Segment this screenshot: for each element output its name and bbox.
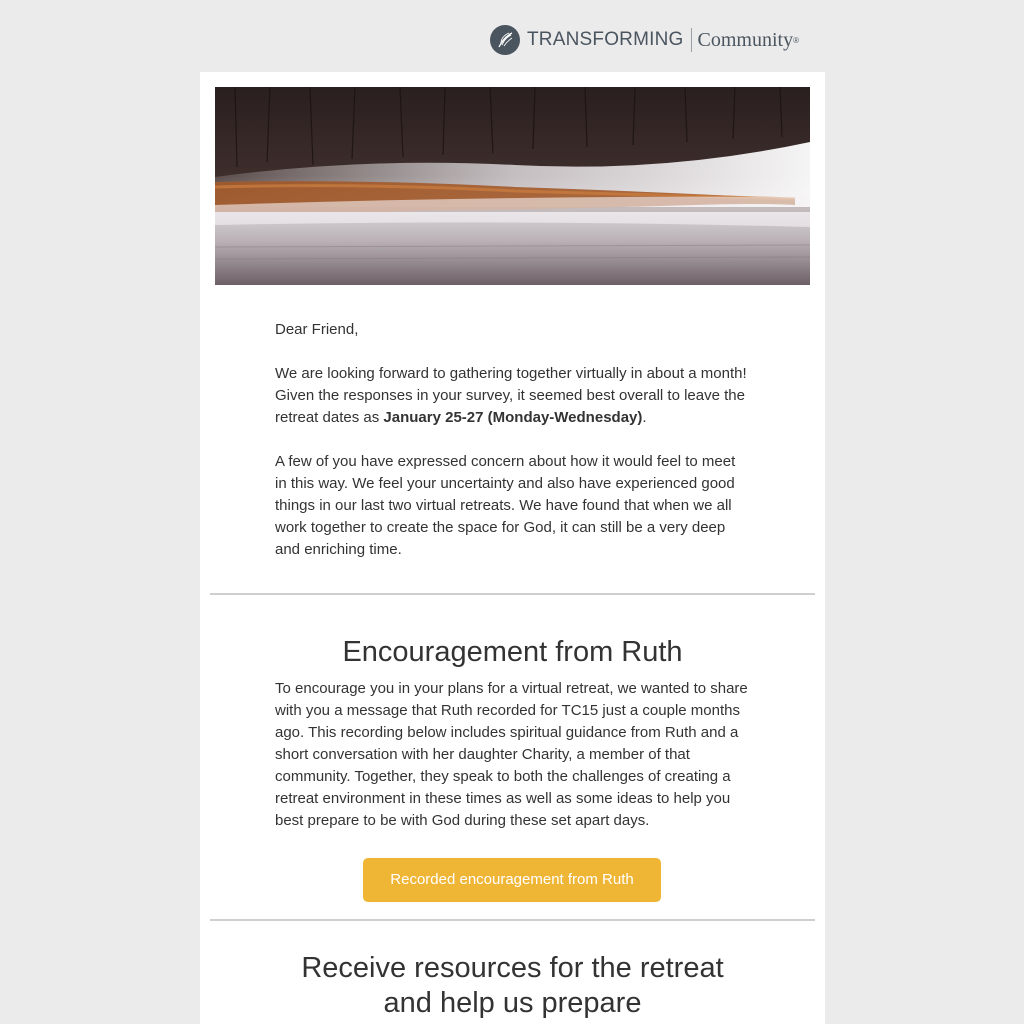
concern-paragraph xyxy=(275,451,750,561)
encouragement-paragraph xyxy=(275,678,750,832)
hero-image xyxy=(215,87,810,285)
encouragement-title: Encouragement from Ruth xyxy=(342,636,683,668)
logo-word-community: Community xyxy=(697,28,794,51)
misty-lake-photo xyxy=(215,87,810,285)
email-header xyxy=(0,0,1024,72)
intro-paragraph xyxy=(275,363,750,429)
encouragement-paragraph-text: To encourage you in your plans for a virtual retreat, we wanted to share with you a message that Ruth recorded for TC15 just a couple months ago. This recording below includes spiritual guidance from Ruth and a short conversation with her daughter Charity, a member of that community. Together, they speak to both the challenges of creating a retreat environment in these times as well as some ideas to help you best prepare to be with God during these set apart days. xyxy=(275,680,748,829)
transforming-community-logo[interactable] xyxy=(490,24,799,56)
feather-leaf-icon xyxy=(490,25,520,55)
greeting-text: Dear Friend, xyxy=(275,321,359,338)
greeting xyxy=(275,319,750,341)
section-divider xyxy=(210,593,815,595)
resources-title-line1: Receive resources for the retreat xyxy=(301,952,724,984)
recorded-encouragement-button[interactable]: Recorded encouragement from Ruth xyxy=(363,858,661,902)
intro-text-end: . xyxy=(642,409,647,426)
email-card xyxy=(200,72,825,1024)
retreat-dates: January 25-27 (Monday-Wednesday) xyxy=(383,409,643,426)
concern-paragraph-text: A few of you have expressed concern about how it would feel to meet in this way. We feel your uncertainty and also have experienced good things in our last two virtual retreats. We have found that when we all work together to create the space for God, it can still be a very deep and enriching time. xyxy=(275,453,736,558)
resources-title-line2: and help us prepare xyxy=(383,987,642,1019)
resources-title xyxy=(200,951,825,1021)
section-divider xyxy=(210,919,815,921)
intro-text-start: We are looking forward to gathering together virtually in about a month! Given the responses in your survey, it seemed best overall to leave the retreat dates as xyxy=(275,365,747,426)
logo-separator xyxy=(691,28,692,52)
registered-mark: ® xyxy=(793,35,799,45)
logo-word-transforming: TRANSFORMING xyxy=(527,29,684,50)
intro-paragraph-text xyxy=(275,363,750,429)
